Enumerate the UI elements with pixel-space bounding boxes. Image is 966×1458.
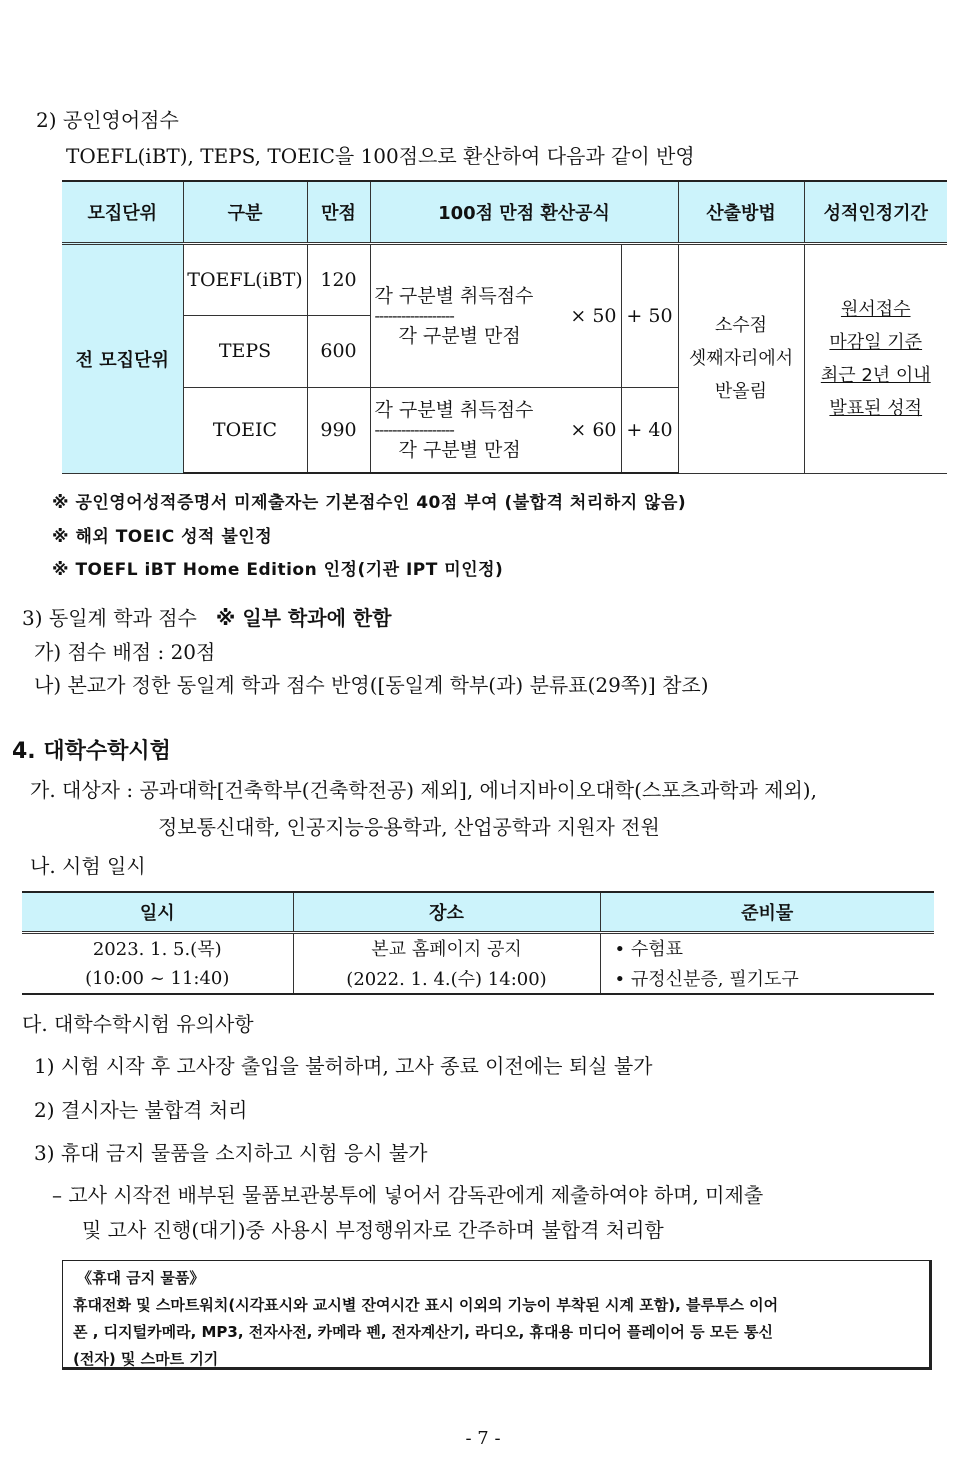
- table-header-row: [62, 181, 947, 243]
- page-number: - 7 -: [465, 1428, 501, 1449]
- formula-a-denominator: 각 구분별 만점: [398, 324, 521, 347]
- max-cell: 120: [307, 243, 370, 315]
- notice-dash-line1: – 고사 시작전 배부된 물품보관봉투에 넣어서 감독관에게 제출하여야 하며, 미제출: [52, 1183, 764, 1207]
- english-score-table: [62, 180, 947, 474]
- unit-cell: 전 모집단위: [62, 243, 183, 473]
- prohibited-items-line: (전자) 및 스마트 기기: [73, 1350, 219, 1368]
- header-datetime: 일시: [22, 892, 293, 932]
- formula-a-numerator: 각 구분별 취득점수: [374, 284, 534, 307]
- prohibited-items-line: 휴대전화 및 스마트워치(시각표시와 교시별 잔여시간 표시 이외의 기능이 부착된 시계 포함), 블루투스 이어: [73, 1296, 779, 1314]
- max-cell: 990: [307, 387, 370, 473]
- header-unit: 모집단위: [62, 181, 183, 243]
- datetime-cell: 2023. 1. 5.(목): [22, 932, 293, 963]
- period-line: 발표된 성적: [829, 397, 923, 419]
- header-type: 구분: [183, 181, 307, 243]
- materials-cell: • 수험표: [600, 932, 934, 963]
- header-materials: 준비물: [600, 892, 934, 932]
- table-row: [62, 243, 947, 315]
- note-toefl-home: ※ TOEFL iBT Home Edition 인정(기관 IPT 미인정): [52, 560, 504, 580]
- note-english-missing: ※ 공인영어성적증명서 미제출자는 기본점수인 40점 부여 (불합격 처리하지 않음): [52, 493, 687, 513]
- formula-a-addend: + 50: [621, 243, 678, 387]
- section-2-title: 2) 공인영어점수: [36, 108, 179, 132]
- materials-cell: • 규정신분증, 필기도구: [600, 963, 934, 994]
- type-cell: TOEIC: [183, 387, 307, 473]
- period-line: 마감일 기준: [829, 331, 923, 353]
- section-3-title: [22, 602, 392, 631]
- section-3-item-b: 나) 본교가 정한 동일계 학과 점수 반영([동일계 학부(과) 분류표(29쪽)] 참조): [34, 673, 709, 697]
- header-period: 성적인정기간: [804, 181, 947, 243]
- formula-a-divider: ------------------: [374, 305, 454, 325]
- period-line: 최근 2년 이내: [820, 364, 931, 386]
- section-4-target-line2: 정보통신대학, 인공지능응용학과, 산업공학과 지원자 전원: [158, 815, 660, 839]
- formula-b-cell: [370, 387, 621, 473]
- datetime-cell: (10:00 ~ 11:40): [22, 963, 293, 994]
- notice-item-3: 3) 휴대 금지 물품을 소지하고 시험 응시 불가: [34, 1141, 428, 1165]
- formula-b-denominator: 각 구분별 만점: [398, 438, 521, 461]
- period-line: 원서접수: [840, 298, 911, 320]
- section-2-description: TOEFL(iBT), TEPS, TOEIC을 100점으로 환산하여 다음과 같이 반영: [66, 144, 695, 168]
- table-row: [22, 963, 934, 994]
- formula-b-divider: ------------------: [374, 419, 454, 439]
- formula-b-addend: + 40: [621, 387, 678, 473]
- section-4-notice-title: 다. 대학수학시험 유의사항: [22, 1012, 254, 1036]
- method-line: 셋째자리에서: [688, 348, 794, 369]
- formula-a-cell: [370, 243, 621, 387]
- formula-b-numerator: 각 구분별 취득점수: [374, 398, 534, 421]
- location-cell: (2022. 1. 4.(수) 14:00): [293, 963, 600, 994]
- prohibited-items-box: [62, 1260, 932, 1370]
- header-location: 장소: [293, 892, 600, 932]
- method-cell: [678, 243, 804, 473]
- exam-schedule-table: [22, 891, 934, 995]
- method-line: 반올림: [714, 381, 768, 402]
- section-3-title-text: 3) 동일계 학과 점수: [22, 606, 197, 630]
- notice-item-1: 1) 시험 시작 후 고사장 출입을 불허하며, 고사 종료 이전에는 퇴실 불가: [34, 1054, 653, 1078]
- location-cell: 본교 홈페이지 공지: [293, 932, 600, 963]
- type-cell: TOEFL(iBT): [183, 243, 307, 315]
- section-4-target-line1: 가. 대상자 : 공과대학[건축학부(건축학전공) 제외], 에너지바이오대학(스포츠과학과 제외),: [30, 778, 817, 802]
- type-cell: TEPS: [183, 315, 307, 387]
- section-3-item-a: 가) 점수 배점 : 20점: [34, 640, 216, 664]
- formula-b-multiplier: × 60: [570, 418, 617, 441]
- section-4-schedule-title: 나. 시험 일시: [30, 854, 146, 878]
- notice-item-2: 2) 결시자는 불합격 처리: [34, 1098, 248, 1122]
- header-formula: 100점 만점 환산공식: [370, 181, 678, 243]
- table-row: [22, 932, 934, 963]
- section-3-title-note: ※ 일부 학과에 한함: [215, 606, 392, 630]
- header-max: 만점: [307, 181, 370, 243]
- section-4-title: 4. 대학수학시험: [12, 739, 171, 764]
- prohibited-items-line: 폰 , 디지털카메라, MP3, 전자사전, 카메라 펜, 전자계산기, 라디오, 휴대용 미디어 플레이어 등 모든 통신: [73, 1323, 773, 1341]
- formula-a-multiplier: × 50: [570, 304, 617, 327]
- table-header-row: [22, 892, 934, 932]
- note-overseas-toeic: ※ 해외 TOEIC 성적 불인정: [52, 527, 273, 547]
- max-cell: 600: [307, 315, 370, 387]
- notice-dash-line2: 및 고사 진행(대기)중 사용시 부정행위자로 간주하며 불합격 처리함: [82, 1218, 664, 1242]
- header-method: 산출방법: [678, 181, 804, 243]
- period-cell: [804, 243, 947, 473]
- method-line: 소수점: [714, 315, 768, 336]
- prohibited-items-title: 《휴대 금지 물품》: [77, 1269, 205, 1287]
